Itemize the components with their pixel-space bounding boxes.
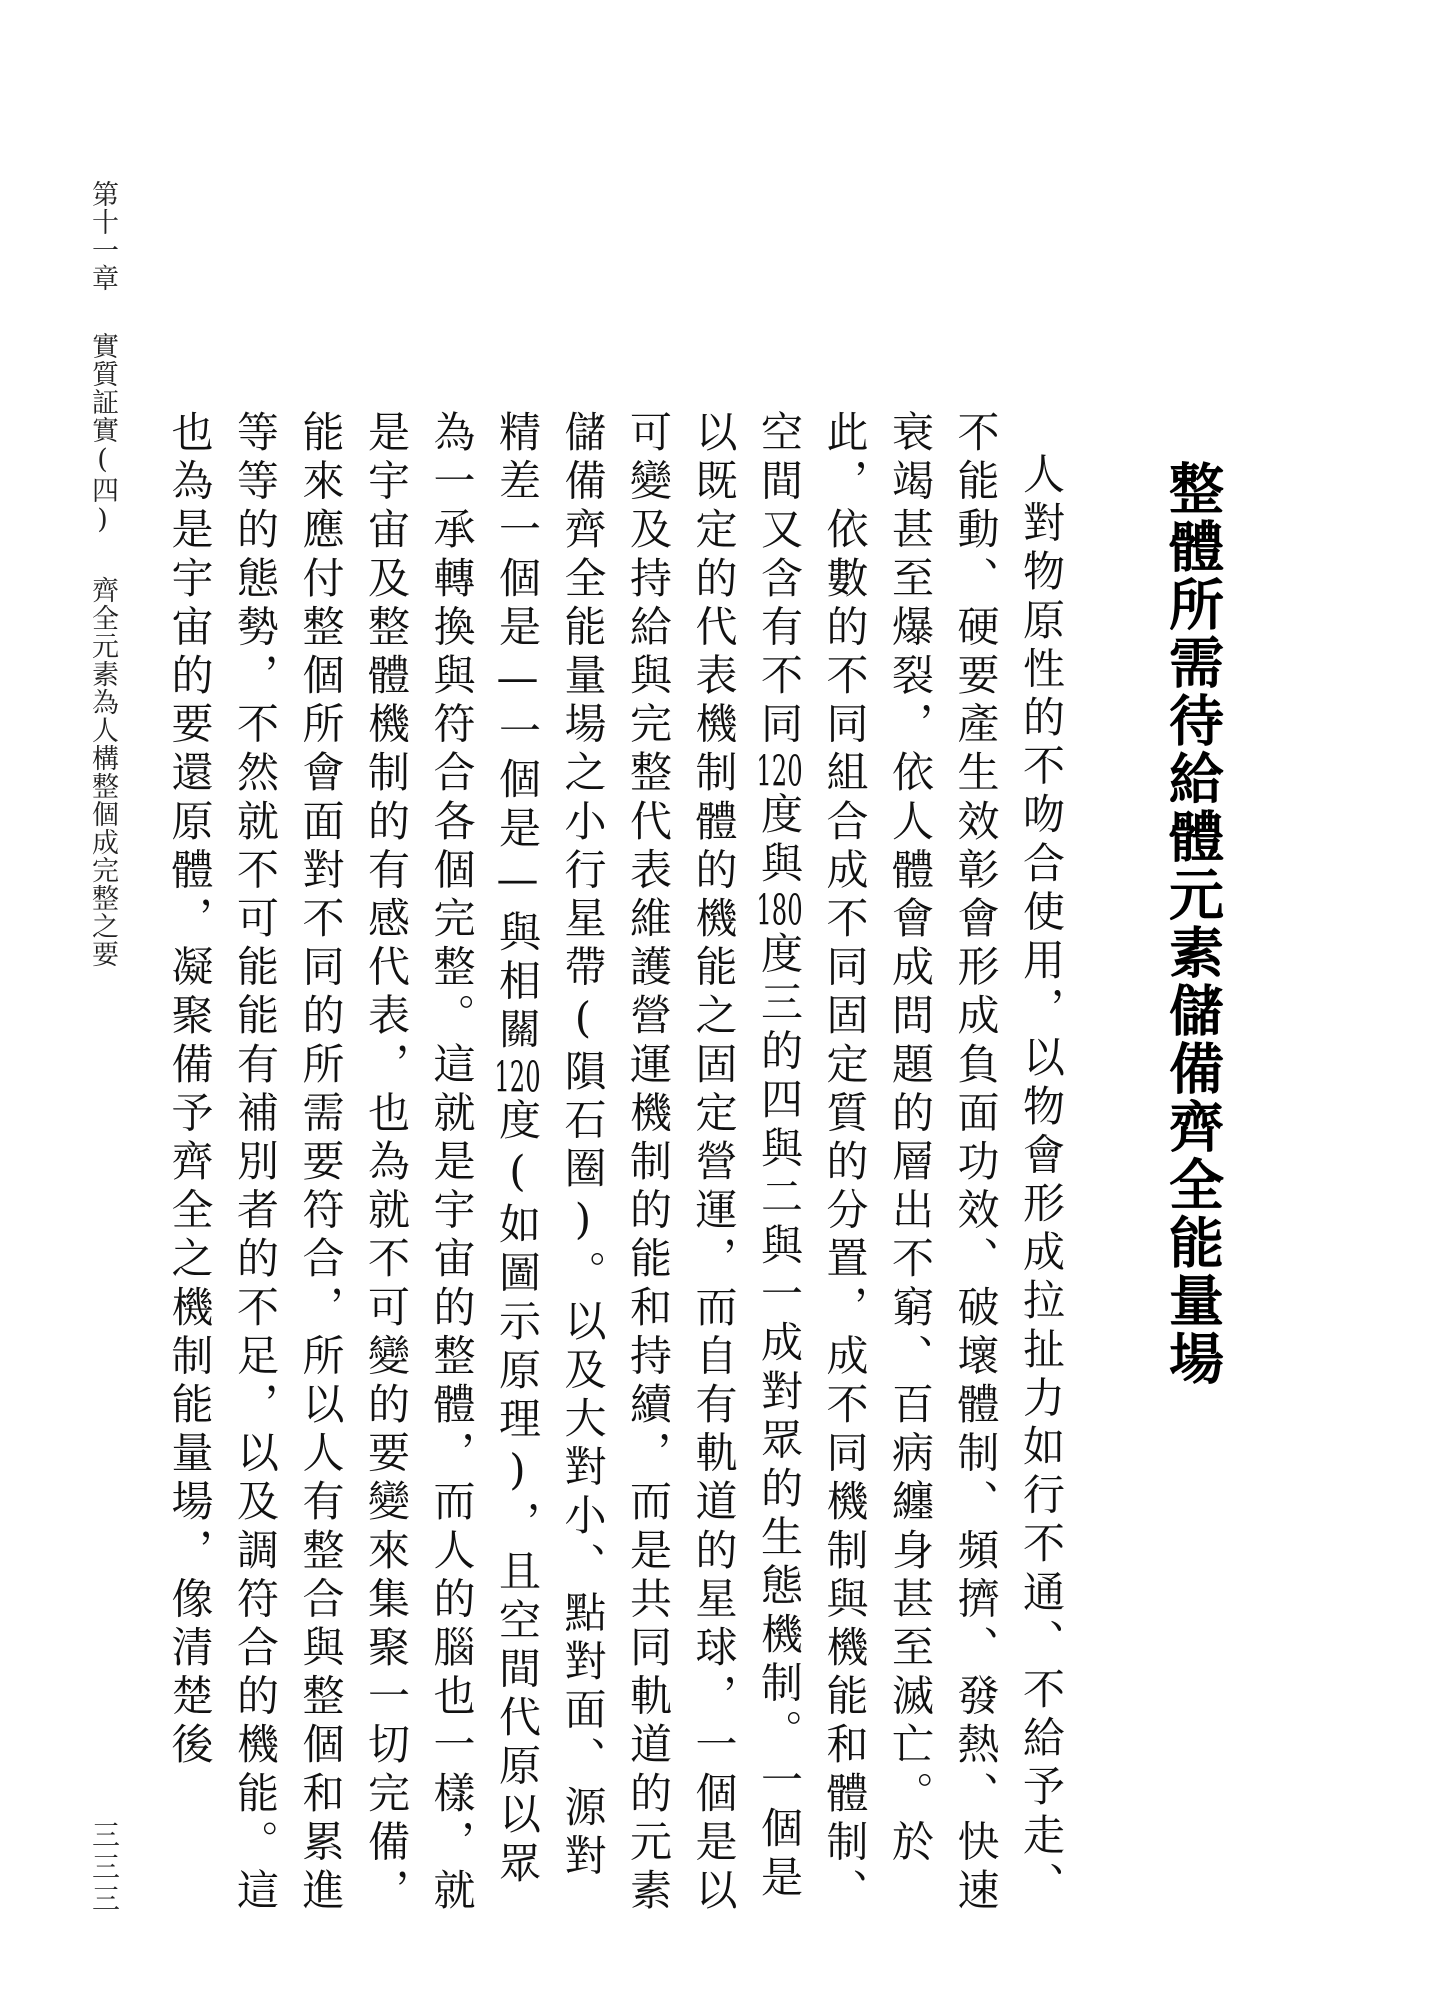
number-inline: 120: [756, 750, 803, 793]
body-paragraph: 人對物原性的不吻合使用，以物會形成拉扯力如行不通、不給予走、不能動、硬要產生效彰會形成負面功效、破壞體制、頻擠、發熱、快速衰竭甚至爆裂，依人體會成問題的層出不窮、百病纏身甚至滅亡。於此，依數的不同組合成不同固定質的分置，成不同機制與機能和體制、空間又含有不同120度與180度三的四與二與一成對眾的生態機制。一個是以既定的代表機制體的機能之固定營運，而自有軌道的星球，一個是以可變及持給與完整代表維護營運機制的能和持續，而是共同軌道的元素儲備齊全能量場之小行星帶(隕石圈)。以及大對小、點對面、源對精差一個是—一個是—與相關120度(如圖示原理)，且空間代原以眾為一承轉換與符合各個完整。這就是宇宙的整體，而人的腦也一樣，就是宇宙及整體機制的有感代表，也為就不可變的要變來集聚一切完備，能來應付整個所會面對不同的所需要符合，所以人有整合與整個和累進等等的態勢，不然就不可能能有補別者的不足，以及調符合的機能。這也為是宇宙的要還原體，凝聚備予齊全之機制能量場，像清楚後: [165, 410, 1066, 1917]
body-text: [165, 410, 1074, 1925]
number-inline: 120: [494, 1055, 541, 1098]
page-title: 整體所需待給體元素儲備齊全能量場: [1160, 460, 1224, 1388]
running-header: [82, 180, 122, 1100]
section-label: 齊全元素為人構整個成完整之要: [87, 576, 118, 968]
page-number: 三三三: [88, 1820, 121, 1916]
book-label: 實質証實(四): [87, 332, 118, 536]
chapter-label: 第十一章: [87, 180, 118, 292]
number-inline: 180: [756, 889, 803, 932]
